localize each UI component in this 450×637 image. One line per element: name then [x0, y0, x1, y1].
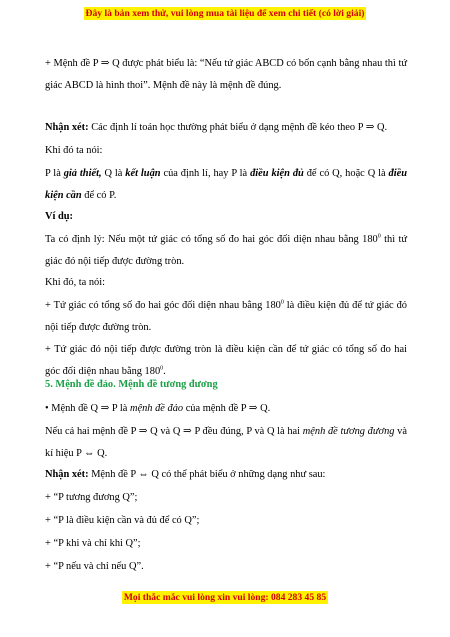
form-item: + “P nếu và chỉ nếu Q”.: [45, 561, 144, 572]
term-conclusion: kết luận: [125, 168, 161, 179]
text-run: thì tứ giác đó nội tiếp được đường tròn.: [45, 234, 408, 267]
text-run: và kí hiệu P ⇔ Q.: [45, 426, 407, 459]
remark-text: Các định lí toán học thường phát biểu ở dạng mệnh đề kéo theo P ⇒ Q.: [88, 122, 388, 133]
example-label: Ví dụ:: [45, 211, 74, 222]
form-item: + “P tương đương Q”;: [45, 492, 138, 503]
paragraph-remark-1: [45, 117, 407, 139]
preview-banner-text: Đây là bản xem thử, vui lòng mua tài liệu để xem chi tiết (có lời giải): [85, 8, 365, 19]
paragraph-hypothesis-conclusion: [45, 163, 407, 207]
paragraph-example-theorem: [45, 229, 407, 273]
term-sufficient-condition: điều kiện đủ: [250, 168, 304, 179]
degree-sup: 0: [160, 365, 164, 372]
term-hypothesis: giả thiết,: [63, 168, 102, 179]
text-run: Q là: [101, 168, 126, 179]
degree-sup: 0: [280, 299, 284, 306]
form-item: + “P khi và chỉ khi Q”;: [45, 538, 141, 549]
term-equivalent: mệnh đề tương đương: [302, 426, 395, 437]
paragraph-then-we-say: Khi đó ta nói:: [45, 145, 103, 156]
text-run: .: [163, 366, 166, 377]
remark-label: Nhận xét:: [45, 469, 89, 480]
term-converse: mệnh đề đảo: [129, 403, 184, 414]
section-heading-5: 5. Mệnh đề đảo. Mệnh đề tương đương: [45, 379, 218, 390]
degree-sup: 0: [377, 233, 381, 240]
paragraph-then-we-say-2: Khi đó, ta nói:: [45, 277, 106, 288]
contact-footer-text: Mọi thắc mắc vui lòng xin vui lòng: 084 283 45 85: [123, 592, 327, 603]
text-run: để có Q, hoặc Q là: [303, 168, 389, 179]
text-run: + Tứ giác đó nội tiếp được đường tròn là điều kiện cần để tứ giác có tổng số đo hai góc đối diện nhau bằng 180: [45, 344, 407, 377]
contact-footer: [0, 592, 450, 603]
text-run: Ta có định lý: Nếu một tứ giác có tổng số đo hai góc đối diện nhau bằng 180: [45, 234, 378, 245]
preview-banner: [0, 8, 450, 19]
form-item: + “P là điều kiện cần và đủ để có Q”;: [45, 515, 200, 526]
remark-label: Nhận xét:: [45, 122, 89, 133]
text-run: + Tứ giác có tổng số đo hai góc đối diện nhau bằng 180: [45, 300, 281, 311]
text-run: Nếu cả hai mệnh đề P ⇒ Q và Q ⇒ P đều đúng, P và Q là hai: [45, 426, 303, 437]
paragraph-remark-2: [45, 464, 407, 486]
text-run: • Mệnh đề Q ⇒ P là: [45, 403, 130, 414]
text-run: để có P.: [81, 190, 117, 201]
paragraph-converse: [45, 398, 407, 420]
remark-text: Mệnh đề P ⇔ Q có thể phát biểu ở những dạng như sau:: [88, 469, 326, 480]
paragraph-equivalence: [45, 421, 407, 465]
text-run: là điều kiện đủ để tứ giác đó nội tiếp được đường tròn.: [45, 300, 407, 333]
text-run: của mệnh đề P ⇒ Q.: [183, 403, 271, 414]
text-run: P là: [45, 168, 64, 179]
paragraph-implication-example: + Mệnh đề P ⇒ Q được phát biểu là: “Nếu tứ giác ABCD có bốn cạnh bằng nhau thì tứ giác ABCD là hình thoi”. Mệnh đề này là mệnh đề đúng.: [45, 58, 407, 91]
bullet-sufficient: [45, 295, 407, 339]
text-run: của định lí, hay P là: [160, 168, 251, 179]
term-necessary-condition: điều kiện cần: [45, 168, 408, 201]
